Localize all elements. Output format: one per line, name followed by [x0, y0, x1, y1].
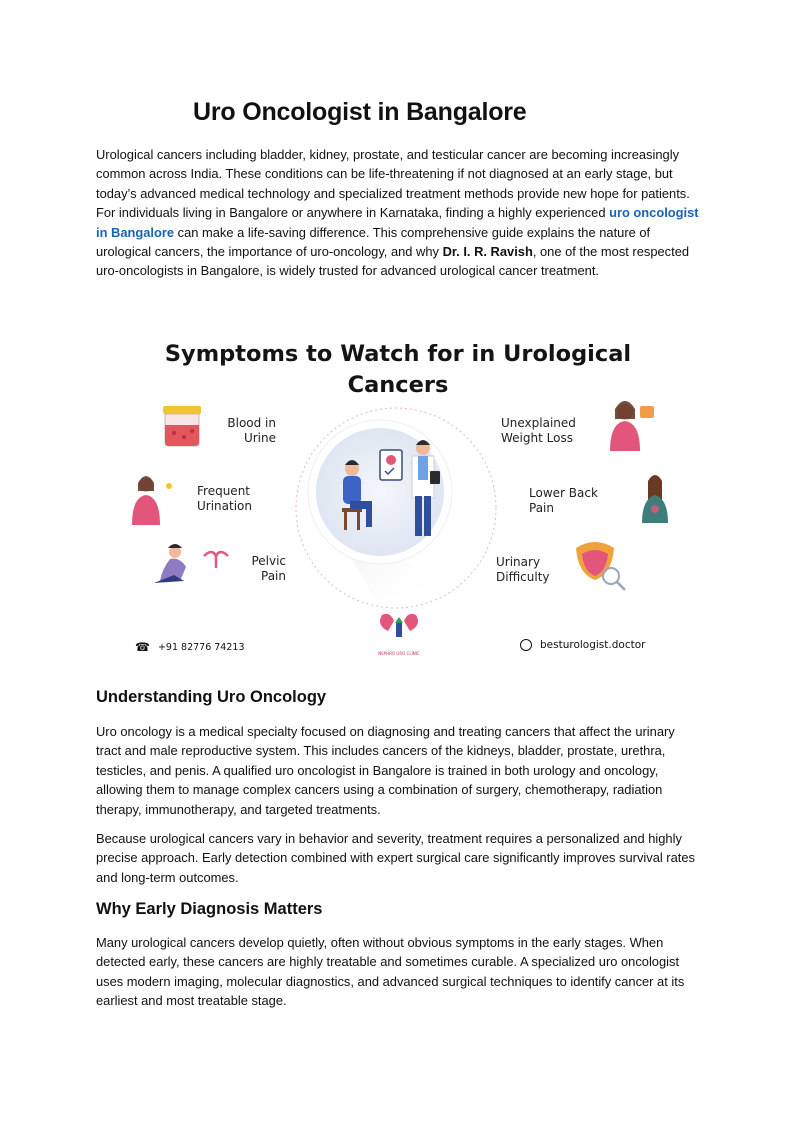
early-diagnosis-paragraph: Many urological cancers develop quietly, often without obvious symptoms in the early stages. When detected early, these cancers are highly treatable and sometimes curable. A specialized uro oncologist uses modern imaging, molecular diagnostics, and advanced surgical techniques to identify cancer at its earliest and most treatable stage.	[96, 935, 685, 1009]
clinic-logo-text: NEPHRO URO CLINIC	[378, 651, 420, 656]
back-pain-icon	[642, 475, 668, 523]
intro-text-3: , one of the most respected uro-oncologists in Bangalore, is widely trusted for advanced urological cancer treatment.	[96, 244, 690, 279]
intro-paragraph	[96, 145, 702, 281]
bladder-icon	[576, 542, 625, 590]
phone-contact	[135, 640, 244, 654]
urine-sample-icon	[163, 406, 201, 446]
heading-early-diagnosis: Why Early Diagnosis Matters	[96, 900, 323, 918]
infographic-title: Symptoms to Watch for in Urological Cancers	[164, 341, 632, 398]
intro-text-1: Urological cancers including bladder, kidney, prostate, and testicular cancer are becoming increasingly common across India. These conditions can be life-threatening if not diagnosed at an early stage, but today’s advanced medical technology and specialized treatment methods provide new hope for patients. For individuals living in Bangalore or anywhere in Karnataka, finding a highly experienced	[96, 147, 690, 221]
frequent-urination-icon	[132, 476, 172, 525]
clinic-logo	[378, 614, 420, 656]
symptom-pelvic-pain: Pelvic Pain	[251, 554, 286, 583]
symptom-lower-back-pain: Lower Back Pain	[529, 486, 598, 515]
uro-oncologist-link[interactable]: uro oncologist in Bangalore	[96, 205, 699, 240]
website-contact	[520, 639, 645, 651]
intro-text-2: can make a life-saving difference. This comprehensive guide explains the nature of urological cancers, the importance of uro-oncology, and why	[96, 224, 651, 260]
symptom-frequent-urination: Frequent Urination	[197, 484, 252, 513]
phone-number: +91 82776 74213	[157, 641, 245, 653]
understanding-paragraph-2: Because urological cancers vary in behavior and severity, treatment requires a personalized and highly precise approach. Early detection combined with expert surgical care significantly improves survival rates and long-term outcomes.	[96, 831, 695, 885]
understanding-paragraph-1: Uro oncology is a medical specialty focused on diagnosing and treating cancers that affect the urinary tract and male reproductive system. This includes cancers of the kidneys, bladder, prostate, urethra, testicles, and penis. A qualified uro oncologist in Bangalore is trained in both urology and oncology, allowing them to manage complex cancers using a combination of surgery, chemotherapy, radiation therapy, immunotherapy, and targeted treatments.	[96, 724, 675, 817]
symptom-urinary-difficulty: Urinary Difficulty	[496, 555, 550, 584]
phone-icon: ☎	[135, 640, 150, 654]
page-title: Uro Oncologist in Bangalore	[193, 98, 527, 126]
doctor-name: Dr. I. R. Ravish	[442, 244, 533, 260]
symptom-unexplained-weight-loss: Unexplained Weight Loss	[501, 416, 576, 445]
website-url: besturologist.doctor	[540, 639, 646, 651]
symptoms-infographic	[118, 333, 678, 673]
weight-loss-icon	[610, 401, 654, 451]
symptom-blood-in-urine: Blood in Urine	[227, 416, 276, 445]
globe-icon	[520, 639, 532, 651]
pelvic-pain-icon	[154, 544, 228, 583]
heading-understanding-uro-oncology: Understanding Uro Oncology	[96, 688, 327, 706]
